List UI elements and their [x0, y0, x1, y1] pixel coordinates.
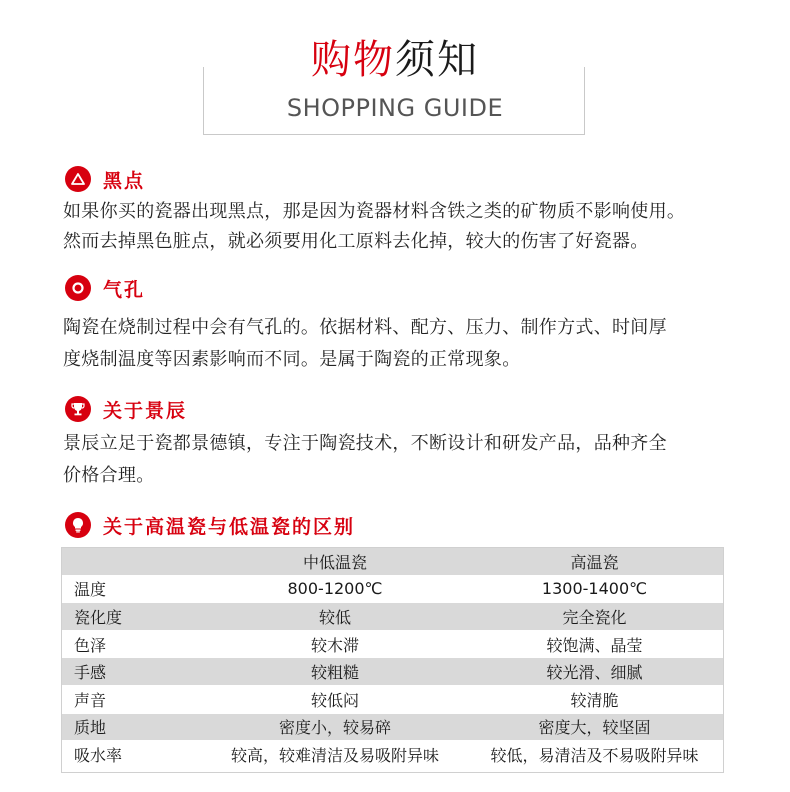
- section-heading-difference: [65, 511, 355, 539]
- table-row: [62, 685, 723, 713]
- section-heading-black-spots: [65, 165, 145, 193]
- text-line: 如果你买的瓷器出现黑点，那是因为瓷器材料含铁之类的矿物质不影响使用。: [63, 201, 686, 222]
- table-cell-label: 声音: [62, 685, 204, 713]
- text-line: 度烧制温度等因素影响而不同。是属于陶瓷的正常现象。: [63, 349, 521, 370]
- ring-circle-icon: [65, 275, 91, 301]
- page-subtitle: SHOPPING GUIDE: [286, 94, 504, 122]
- table-cell: 完全瓷化: [466, 603, 723, 631]
- table-cell-label: 色泽: [62, 630, 204, 658]
- page-title: [0, 38, 790, 82]
- table-cell: 较木滞: [204, 630, 466, 658]
- table-cell: 较光滑、细腻: [466, 658, 723, 686]
- table-header-row: [62, 548, 723, 575]
- table-cell: 较低: [204, 603, 466, 631]
- section-text-pores: [63, 312, 763, 376]
- text-line: 然而去掉黑色脏点，就必须要用化工原料去化掉，较大的伤害了好瓷器。: [63, 231, 649, 252]
- table-row: [62, 741, 723, 769]
- table-row: [62, 658, 723, 686]
- page-title-highlight: 购物: [311, 37, 395, 83]
- section-heading-pores: [65, 274, 145, 302]
- section-text-black-spots: [63, 197, 763, 257]
- warning-triangle-icon: [65, 166, 91, 192]
- page-title-rest: 须知: [395, 37, 479, 83]
- text-line: 景辰立足于瓷都景德镇，专注于陶瓷技术，不断设计和研发产品，品种齐全: [63, 433, 667, 454]
- section-text-about: [63, 428, 763, 492]
- table-row: [62, 575, 723, 603]
- comparison-table: [62, 548, 723, 769]
- text-line: 价格合理。: [63, 465, 155, 486]
- section-heading-about: [65, 395, 187, 423]
- text-line: 陶瓷在烧制过程中会有气孔的。依据材料、配方、压力、制作方式、时间厚: [63, 317, 667, 338]
- table-header-cell: 中低温瓷: [204, 548, 466, 575]
- trophy-icon: [65, 396, 91, 422]
- table-cell: 较低闷: [204, 685, 466, 713]
- table-cell: 较饱满、晶莹: [466, 630, 723, 658]
- table-cell: 密度小，较易碎: [204, 713, 466, 741]
- table-cell: 较低，易清洁及不易吸附异味: [466, 741, 723, 769]
- table-cell-label: 瓷化度: [62, 603, 204, 631]
- section-title: 黑点: [103, 169, 146, 192]
- table-cell: 1300-1400℃: [466, 575, 723, 603]
- table-row: [62, 603, 723, 631]
- table-cell-label: 温度: [62, 575, 204, 603]
- table-header-cell: 高温瓷: [466, 548, 723, 575]
- table-cell: 较高，较难清洁及易吸附异味: [204, 741, 466, 769]
- table-header-cell: [62, 548, 204, 575]
- table-cell: 密度大，较坚固: [466, 713, 723, 741]
- table-cell: 较粗糙: [204, 658, 466, 686]
- table-cell: 800-1200℃: [204, 575, 466, 603]
- table-cell-label: 手感: [62, 658, 204, 686]
- section-title: 关于景辰: [103, 399, 188, 422]
- table-cell-label: 质地: [62, 713, 204, 741]
- section-title: 气孔: [103, 278, 146, 301]
- table-cell: 较清脆: [466, 685, 723, 713]
- table-row: [62, 630, 723, 658]
- table-row: [62, 713, 723, 741]
- table-cell-label: 吸水率: [62, 741, 204, 769]
- section-title: 关于高温瓷与低温瓷的区别: [103, 515, 356, 538]
- lightbulb-icon: [65, 512, 91, 538]
